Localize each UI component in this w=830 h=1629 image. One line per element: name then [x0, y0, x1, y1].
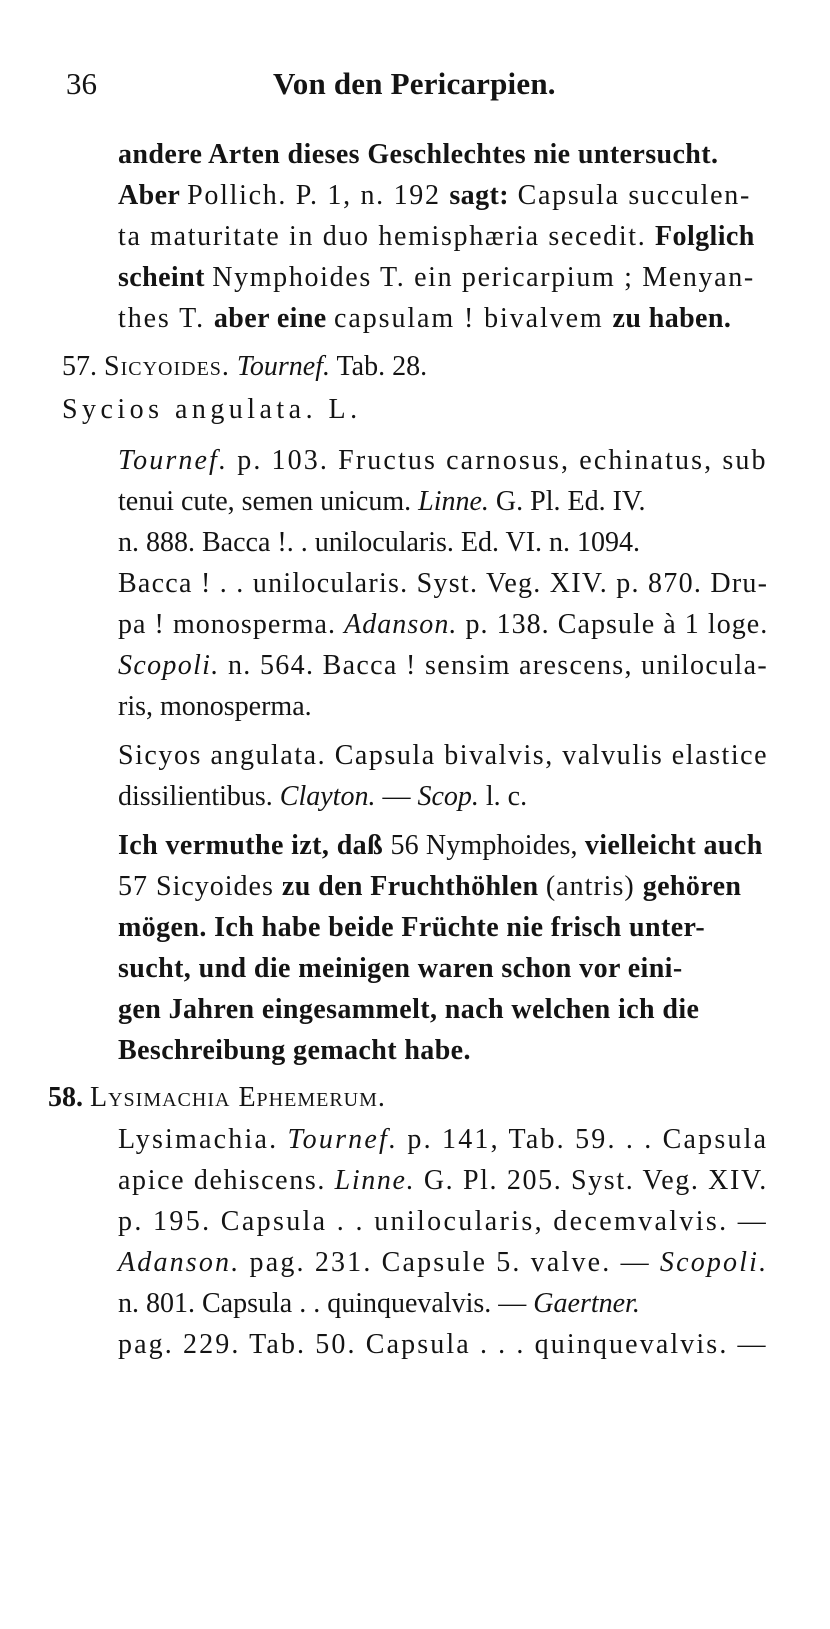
text-segment: Adanson.: [344, 609, 458, 640]
text-segment: ta maturitate in duo hemisphæria secedit.: [118, 221, 656, 252]
text-segment: tenui cute, semen unicum.: [118, 486, 419, 517]
text-segment: vielleicht auch: [584, 830, 763, 861]
text-line: [118, 484, 646, 520]
text-line: [118, 219, 755, 255]
page-number: 36: [66, 66, 97, 101]
text-line: [118, 301, 731, 337]
text-segment: capsulam ! bivalvem: [334, 303, 613, 334]
text-line: [48, 1080, 386, 1116]
text-segment: l. c.: [478, 781, 528, 812]
text-segment: apice dehiscens.: [118, 1165, 335, 1196]
text-line: [118, 1033, 471, 1069]
text-line: [118, 689, 312, 725]
text-line: [118, 137, 718, 173]
text-segment: Sycios angulata. L.: [62, 394, 362, 425]
text-segment: gen Jahren eingesammelt, nach welchen ich die: [118, 994, 700, 1025]
text-segment: Scopoli.: [659, 1247, 769, 1278]
text-line: [118, 828, 763, 864]
text-line: [118, 260, 755, 296]
text-segment: —: [375, 781, 418, 812]
text-segment: Nymphoides T. ein pericarpium ; Menyan-: [212, 262, 755, 293]
text-segment: mögen. Ich habe beide Früchte nie frisch unter-: [118, 912, 706, 943]
text-segment: Tournef.: [118, 445, 229, 476]
text-line: [118, 910, 705, 946]
text-segment: ris, monosperma.: [118, 691, 312, 722]
text-segment: Linne.: [418, 486, 489, 517]
text-segment: Lysimachia.: [118, 1124, 288, 1155]
text-segment: Linne.: [334, 1165, 416, 1196]
text-segment: gehören: [642, 871, 742, 902]
text-segment: pag. 229. Tab. 50. Capsula . . . quinquevalvis. —: [118, 1329, 768, 1360]
text-line: [118, 566, 768, 602]
page-header: [66, 66, 586, 110]
text-segment: n. 801. Capsula . . quinquevalvis. —: [118, 1288, 534, 1319]
text-line: [118, 1286, 640, 1322]
text-segment: p. 138. Capsule à 1 loge.: [457, 609, 769, 640]
text-line: [118, 525, 640, 561]
text-segment: p. 141, Tab. 59. . . Capsula: [398, 1124, 769, 1155]
text-segment: aber eine: [213, 303, 335, 334]
text-segment: Adanson.: [118, 1247, 241, 1278]
text-segment: Tournef.: [236, 351, 331, 382]
text-segment: dissilientibus.: [118, 781, 280, 812]
text-line: [62, 349, 427, 385]
text-segment: p. 103. Fructus carnosus, echinatus, sub: [228, 445, 768, 476]
text-line: [118, 1204, 768, 1240]
text-segment: thes T.: [118, 303, 214, 334]
text-segment: sagt:: [449, 180, 509, 211]
text-segment: n. 564. Bacca ! sensim arescens, unilocula-: [219, 650, 768, 681]
text-segment: [230, 351, 237, 382]
text-segment: zu den Fruchthöhlen: [281, 871, 546, 902]
text-segment: sucht, und die meinigen waren schon vor eini-: [118, 953, 683, 984]
text-line: [62, 392, 362, 428]
text-segment: Scop.: [417, 781, 479, 812]
text-segment: p. 195. Capsula . . unilocularis, decemvalvis. —: [118, 1206, 769, 1237]
text-segment: Ich vermuthe izt, daß: [118, 830, 391, 861]
text-segment: n. 888. Bacca !. . unilocularis. Ed. VI. n. 1094.: [118, 527, 641, 558]
text-segment: G. Pl. 205. Syst. Veg. XIV.: [415, 1165, 768, 1196]
text-line: [118, 1163, 768, 1199]
text-line: [118, 779, 527, 815]
text-segment: 56 Nymphoides,: [390, 830, 585, 861]
text-line: [118, 178, 751, 214]
text-segment: Pollich. P. 1, n. 192: [187, 180, 450, 211]
text-segment: Tab. 28.: [330, 351, 428, 382]
text-line: [118, 1122, 768, 1158]
text-line: [118, 992, 699, 1028]
text-segment: Beschreibung gemacht habe.: [118, 1035, 471, 1066]
text-segment: Bacca ! . . unilocularis. Syst. Veg. XIV. p. 870. Dru-: [118, 568, 769, 599]
text-segment: Capsula succulen-: [508, 180, 752, 211]
text-segment: G. Pl. Ed. IV.: [488, 486, 646, 517]
text-line: [118, 1327, 768, 1363]
text-segment: andere Arten dieses Geschlechtes nie untersucht.: [118, 139, 719, 170]
text-segment: zu haben.: [612, 303, 732, 334]
text-segment: scheint: [118, 262, 213, 293]
text-line: [118, 443, 768, 479]
text-segment: (antris): [545, 871, 643, 902]
text-segment: 58.: [48, 1082, 90, 1113]
text-segment: Sicyoides.: [104, 351, 230, 382]
text-line: [118, 1245, 768, 1281]
text-line: [118, 951, 683, 987]
text-segment: 57 Sicyoides: [118, 871, 282, 902]
text-segment: Gaertner.: [533, 1288, 640, 1319]
text-segment: Lysimachia Ephemerum.: [90, 1082, 386, 1113]
text-line: [118, 738, 768, 774]
text-segment: pag. 231. Capsule 5. valve. —: [240, 1247, 660, 1278]
text-segment: Scopoli.: [118, 650, 220, 681]
running-head: Von den Pericarpien.: [273, 66, 556, 101]
text-line: [118, 607, 768, 643]
text-segment: Sicyos angulata. Capsula bivalvis, valvulis elastice: [118, 740, 769, 771]
text-line: [118, 648, 768, 684]
text-segment: 57.: [62, 351, 104, 382]
text-segment: pa ! monosperma.: [118, 609, 345, 640]
text-segment: Aber: [118, 180, 188, 211]
text-segment: Tournef.: [287, 1124, 399, 1155]
text-line: [118, 869, 741, 905]
text-segment: Folglich: [655, 221, 755, 252]
text-segment: Clayton.: [279, 781, 376, 812]
